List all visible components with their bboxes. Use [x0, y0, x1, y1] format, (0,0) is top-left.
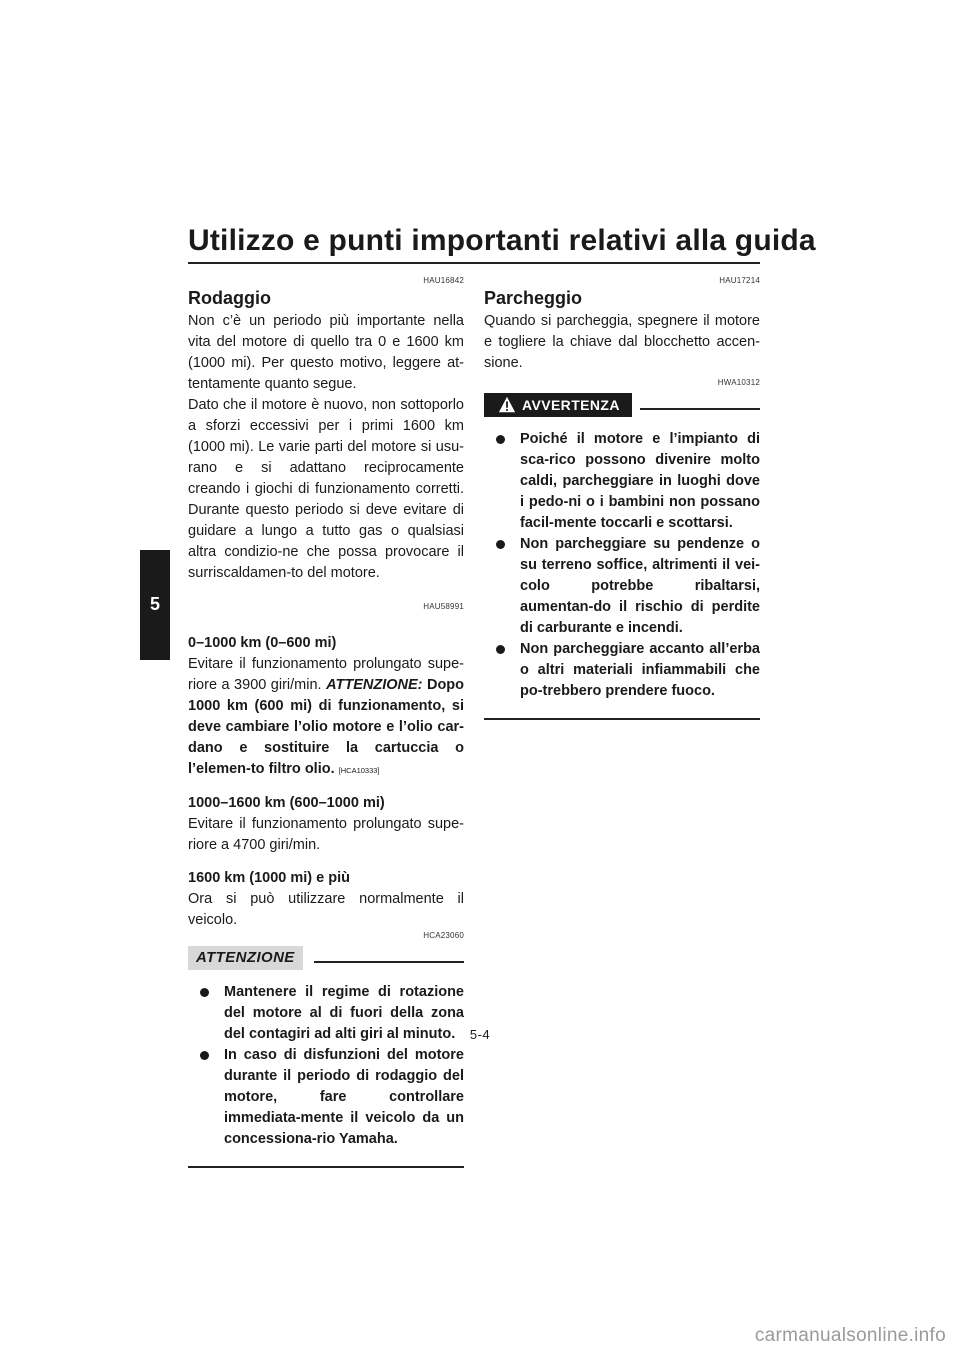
header-rule [640, 408, 760, 410]
bullet-icon [200, 1051, 209, 1060]
title-rule [188, 262, 760, 264]
attention-body [188, 974, 464, 1150]
list-item-text: In caso di disfunzioni del motore durante il periodo di rodaggio del motore, fare controllare immediata-mente il veicolo da un concessiona-rio Yamaha. [224, 1047, 464, 1147]
section-code: HCA23060 [423, 931, 464, 940]
subheading: 0–1000 km (0–600 mi) [188, 635, 337, 651]
list-item-text: Mantenere il regime di rotazione del motore al di fuori della zona del contagiri ad alti giri al minuto. [224, 984, 464, 1042]
section-title-rodaggio: Rodaggio [188, 288, 271, 308]
list-item-text: Non parcheggiare accanto all’erba o altri materiali infiammabili che po-trebbero prendere fuoco. [520, 641, 760, 699]
warning-triangle-icon [498, 396, 516, 414]
section-code: HWA10312 [717, 378, 760, 387]
subheading: 1600 km (1000 mi) e più [188, 870, 350, 886]
bullet-icon [496, 645, 505, 654]
warning-badge [484, 393, 632, 417]
paragraph-text: Evitare il funzionamento prolungato supe-riore a 3900 giri/min. [188, 656, 464, 693]
list-item-text: Poiché il motore e l’impianto di sca-rico possono divenire molto caldi, parcheggiare in luoghi dove i pedo-ni o i bambini non possano facil-mente toccarli e scottarsi. [520, 431, 760, 531]
attention-inline-text: Dopo 1000 km (600 mi) di funzionamento, si deve cambiare l’olio motore e l’olio car-dano e sostituire la cartuccia o l’elemen-to filtro olio. [188, 677, 465, 777]
paragraph: Ora si può utilizzare normalmente il veicolo. [188, 891, 464, 928]
list-item [200, 1045, 464, 1150]
list-item [496, 429, 760, 534]
section-code: HAU17214 [719, 276, 760, 285]
paragraph: Non c’è un periodo più importante nella vita del motore di quello tra 0 e 1600 km (1000 mi). Per questo motivo, leggere at-tentamente quanto segue. [188, 313, 464, 392]
watermark: carmanualsonline.info [754, 1325, 946, 1346]
paragraph: Quando si parcheggia, spegnere il motore e togliere la chiave dal blocchetto accen-sione. [484, 313, 760, 371]
page-title: Utilizzo e punti importanti relativi alla guida [188, 224, 816, 257]
attention-badge: ATTENZIONE [188, 946, 303, 970]
chapter-number: 5 [149, 594, 160, 614]
section-end-rule [484, 718, 760, 720]
bullet-icon [496, 435, 505, 444]
section-end-rule [188, 1166, 464, 1168]
reference-code: [HCA10333] [338, 766, 380, 775]
warning-label: AVVERTENZA [522, 397, 620, 413]
subheading: 1000–1600 km (600–1000 mi) [188, 795, 385, 811]
warning-body [484, 421, 760, 702]
list-item-text: Non parcheggiare su pendenze o su terreno soffice, altrimenti il vei-colo potrebbe ribaltarsi, aumentan-do il rischio di perdite di carburante e incendi. [520, 536, 760, 636]
paragraph: Evitare il funzionamento prolungato supe-riore a 4700 giri/min. [188, 816, 464, 853]
warning-header [484, 391, 760, 421]
list-item [496, 534, 760, 639]
bullet-icon [496, 540, 505, 549]
page-number: 5-4 [469, 1027, 491, 1042]
section-title-parcheggio: Parcheggio [484, 288, 583, 308]
paragraph [188, 654, 464, 781]
chapter-tab [140, 550, 170, 660]
attention-header [188, 944, 464, 974]
right-column [484, 270, 760, 720]
section-code: HAU16842 [423, 276, 464, 285]
header-rule [314, 961, 464, 963]
attention-inline-label: ATTENZIONE: [326, 677, 423, 693]
section-code: HAU58991 [423, 602, 464, 611]
paragraph: Dato che il motore è nuovo, non sottoporlo a sforzi eccessivi per i primi 1600 km (1000 mi). Le varie parti del motore si usu-rano e si adattano reciprocamente creando i giochi di funzionamento corretti. Durante questo periodo si deve evitare di guidare a lungo a tutto gas o qualsiasi altra condizio-ne che possa provocare il surriscaldamen-to del motore. [188, 397, 464, 581]
list-item [496, 639, 760, 702]
bullet-icon [200, 988, 209, 997]
